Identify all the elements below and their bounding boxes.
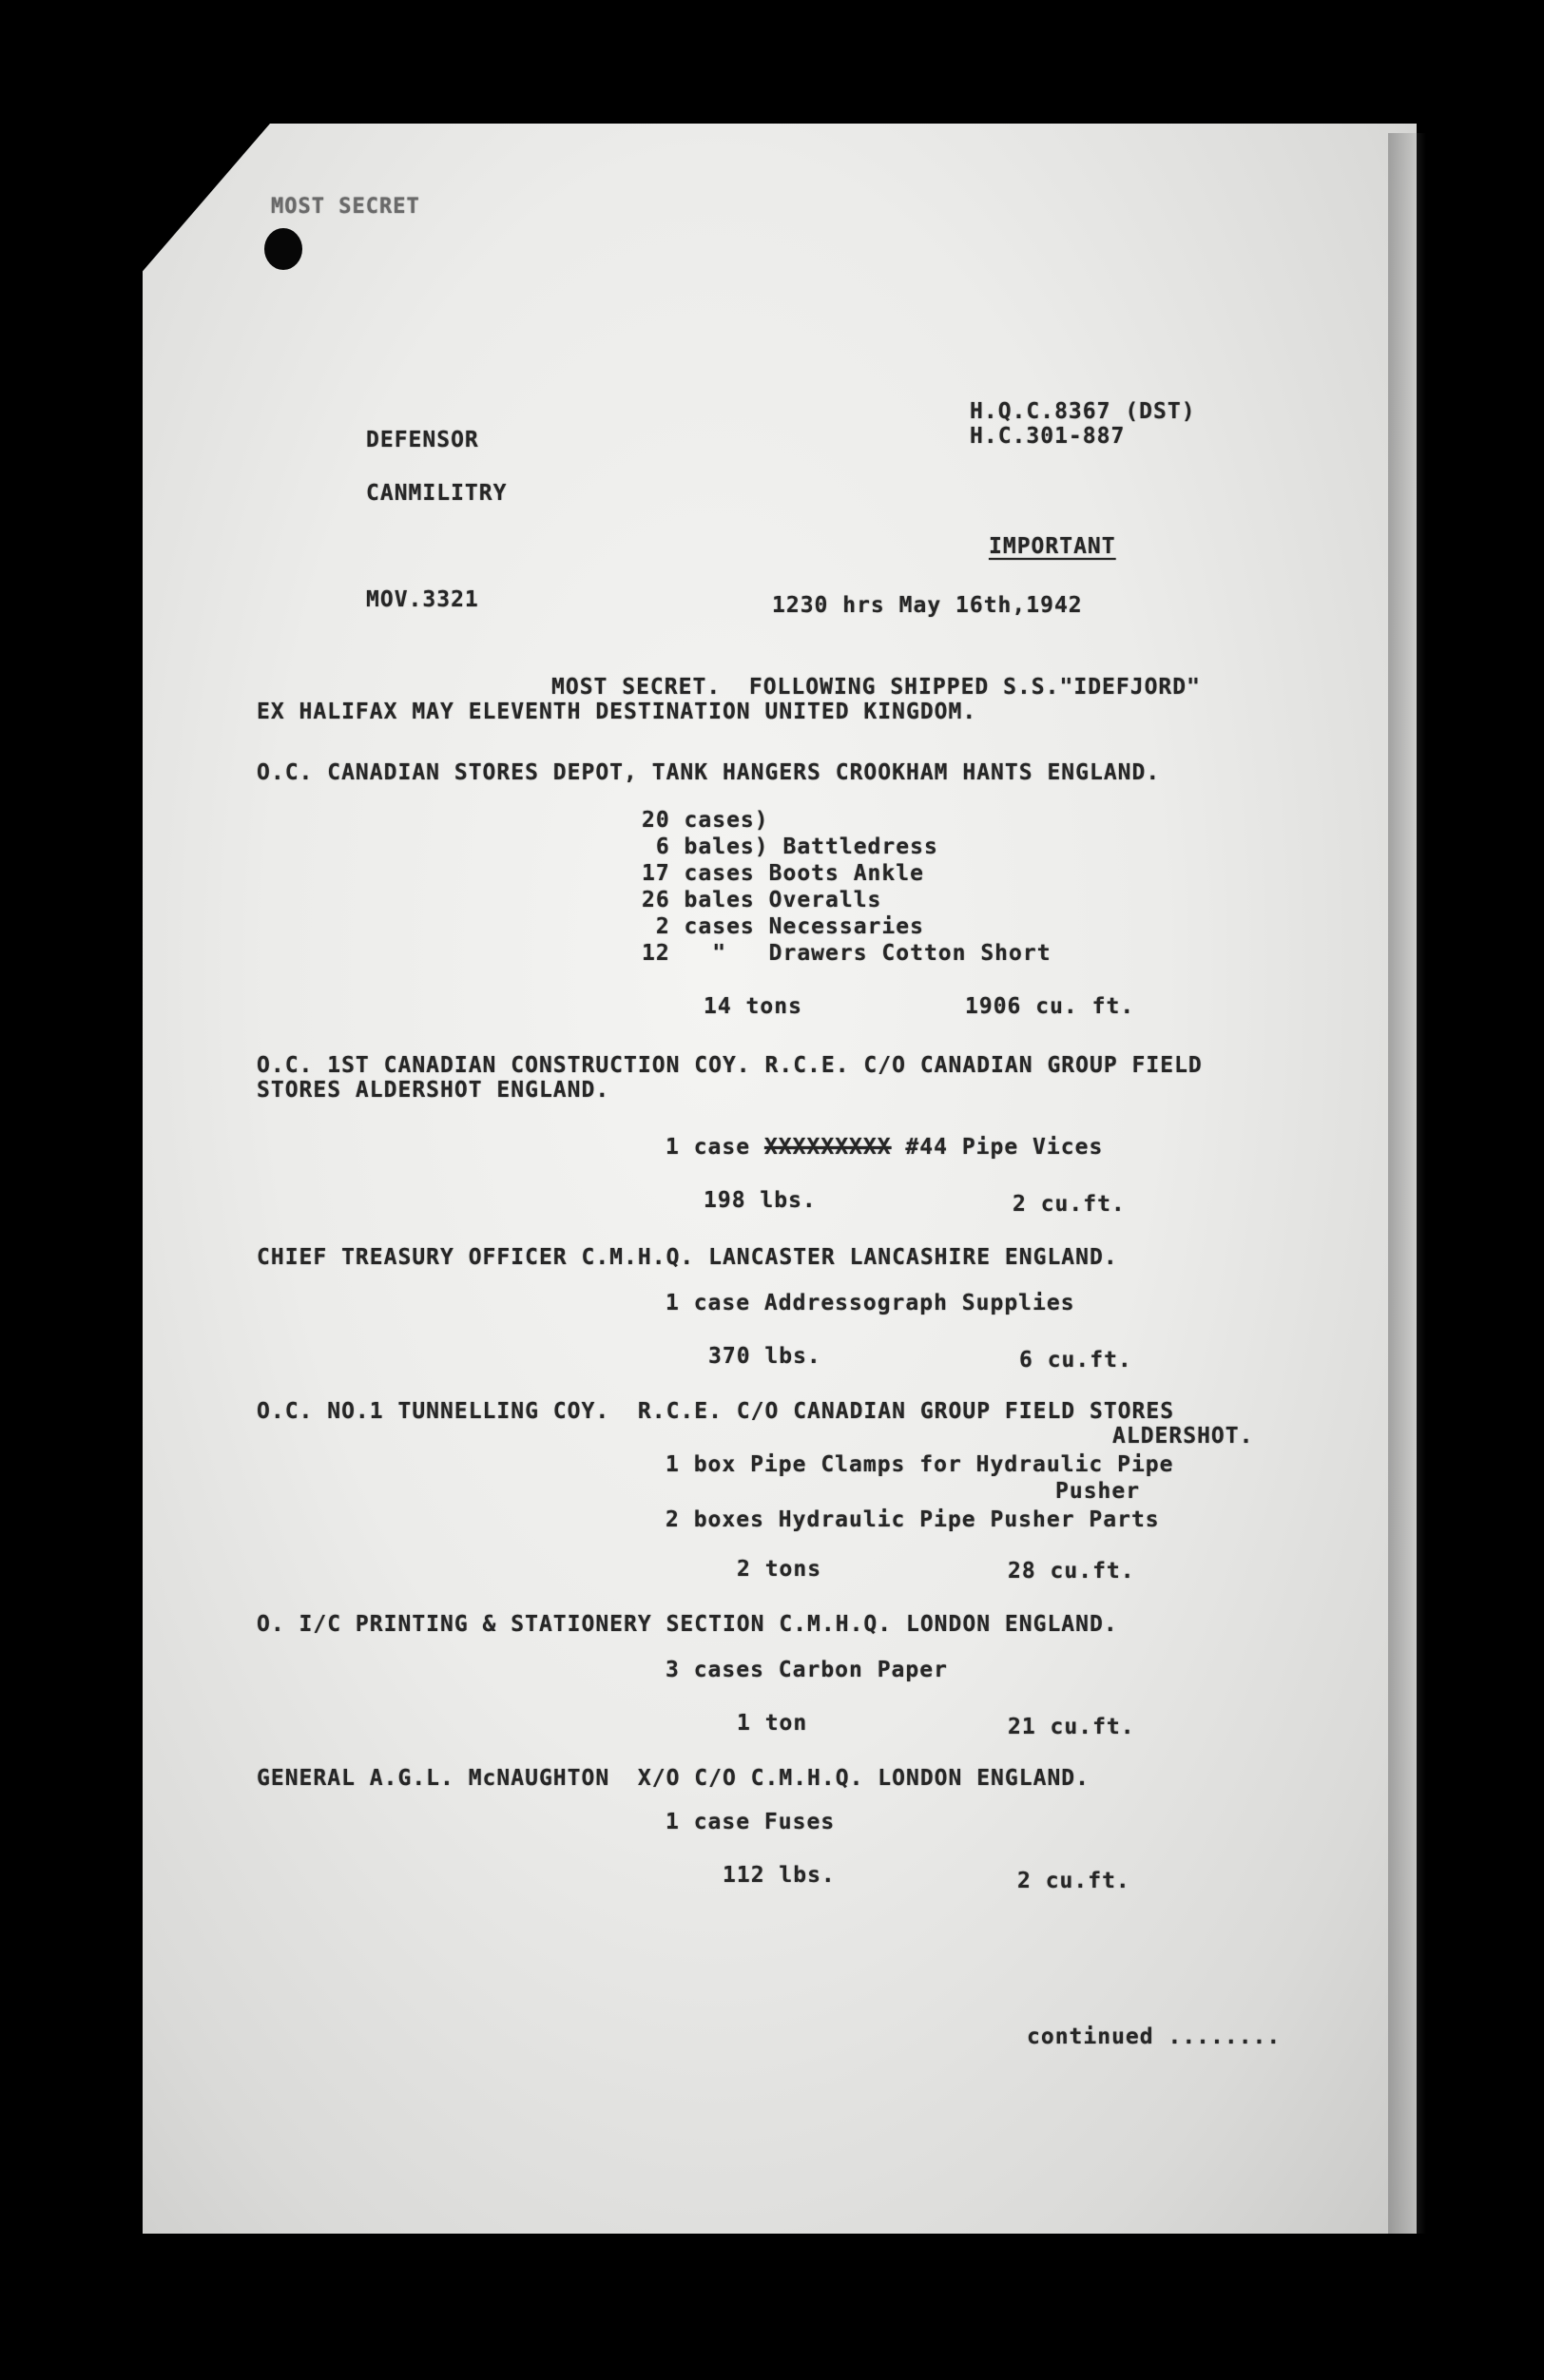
item-line: 26 bales Overalls: [642, 888, 882, 912]
struck-out-text: XXXXXXXXX: [763, 1135, 892, 1160]
item-line-2: [666, 1135, 1103, 1160]
item-line: 6 bales) Battledress: [642, 835, 938, 859]
weight-4: 2 tons: [737, 1557, 822, 1582]
volume-6: 2 cu.ft.: [1017, 1869, 1130, 1893]
item-line: 2 cases Necessaries: [642, 914, 924, 939]
intro-line-1: MOST SECRET. FOLLOWING SHIPPED S.S."IDEFJORD": [551, 675, 1201, 700]
item-description: #44 Pipe Vices: [891, 1135, 1104, 1160]
weight-5: 1 ton: [737, 1711, 808, 1736]
item-quantity: 1 case: [666, 1135, 751, 1160]
volume-2: 2 cu.ft.: [1013, 1192, 1126, 1217]
weight-6: 112 lbs.: [723, 1863, 836, 1888]
volume-4: 28 cu.ft.: [1008, 1559, 1135, 1583]
weight-2: 198 lbs.: [704, 1188, 817, 1213]
reference-number-2: H.C.301-887: [970, 424, 1126, 449]
item-line-3: 1 case Addressograph Supplies: [666, 1291, 1075, 1315]
weight-1: 14 tons: [704, 994, 802, 1019]
volume-3: 6 cu.ft.: [1019, 1348, 1132, 1372]
message-number: MOV.3321: [366, 587, 479, 612]
item-line-4a-cont: Pusher: [1055, 1479, 1141, 1504]
classification-stamp: MOST SECRET: [271, 195, 420, 219]
item-line: 20 cases): [642, 808, 769, 833]
document-page: [143, 124, 1417, 2234]
volume-5: 21 cu.ft.: [1008, 1715, 1135, 1739]
date-time-group: 1230 hrs May 16th,1942: [772, 593, 1083, 618]
item-line-4b: 2 boxes Hydraulic Pipe Pusher Parts: [666, 1507, 1160, 1532]
consignee-4-line-1: O.C. NO.1 TUNNELLING COY. R.C.E. C/O CANADIAN GROUP FIELD STORES: [257, 1399, 1175, 1424]
consignee-4-line-2: ALDERSHOT.: [1112, 1424, 1254, 1449]
addressee-canmilitry: CANMILITRY: [366, 481, 508, 506]
consignee-2-line-2: STORES ALDERSHOT ENGLAND.: [257, 1078, 610, 1103]
consignee-3: CHIEF TREASURY OFFICER C.M.H.Q. LANCASTER LANCASHIRE ENGLAND.: [257, 1245, 1118, 1270]
consignee-5: O. I/C PRINTING & STATIONERY SECTION C.M.H.Q. LONDON ENGLAND.: [257, 1612, 1118, 1637]
continued-note: continued ........: [1027, 2025, 1282, 2049]
weight-3: 370 lbs.: [708, 1344, 821, 1369]
punch-hole: [264, 228, 302, 270]
volume-1: 1906 cu. ft.: [965, 994, 1135, 1019]
item-line: 12 " Drawers Cotton Short: [642, 941, 1052, 966]
item-line-6: 1 case Fuses: [666, 1810, 836, 1834]
reference-number-1: H.Q.C.8367 (DST): [970, 399, 1196, 424]
item-line-5: 3 cases Carbon Paper: [666, 1658, 948, 1682]
item-line-4a: 1 box Pipe Clamps for Hydraulic Pipe: [666, 1452, 1174, 1477]
item-line: 17 cases Boots Ankle: [642, 861, 924, 886]
priority-label: IMPORTANT: [989, 534, 1116, 559]
page-edge-shadow: [1388, 133, 1426, 2234]
consignee-6: GENERAL A.G.L. McNAUGHTON X/O C/O C.M.H.Q. LONDON ENGLAND.: [257, 1766, 1090, 1791]
addressee-defensor: DEFENSOR: [366, 428, 479, 452]
intro-line-2: EX HALIFAX MAY ELEVENTH DESTINATION UNITED KINGDOM.: [257, 700, 977, 724]
consignee-1: O.C. CANADIAN STORES DEPOT, TANK HANGERS CROOKHAM HANTS ENGLAND.: [257, 760, 1161, 785]
consignee-2-line-1: O.C. 1ST CANADIAN CONSTRUCTION COY. R.C.E. C/O CANADIAN GROUP FIELD: [257, 1053, 1203, 1078]
